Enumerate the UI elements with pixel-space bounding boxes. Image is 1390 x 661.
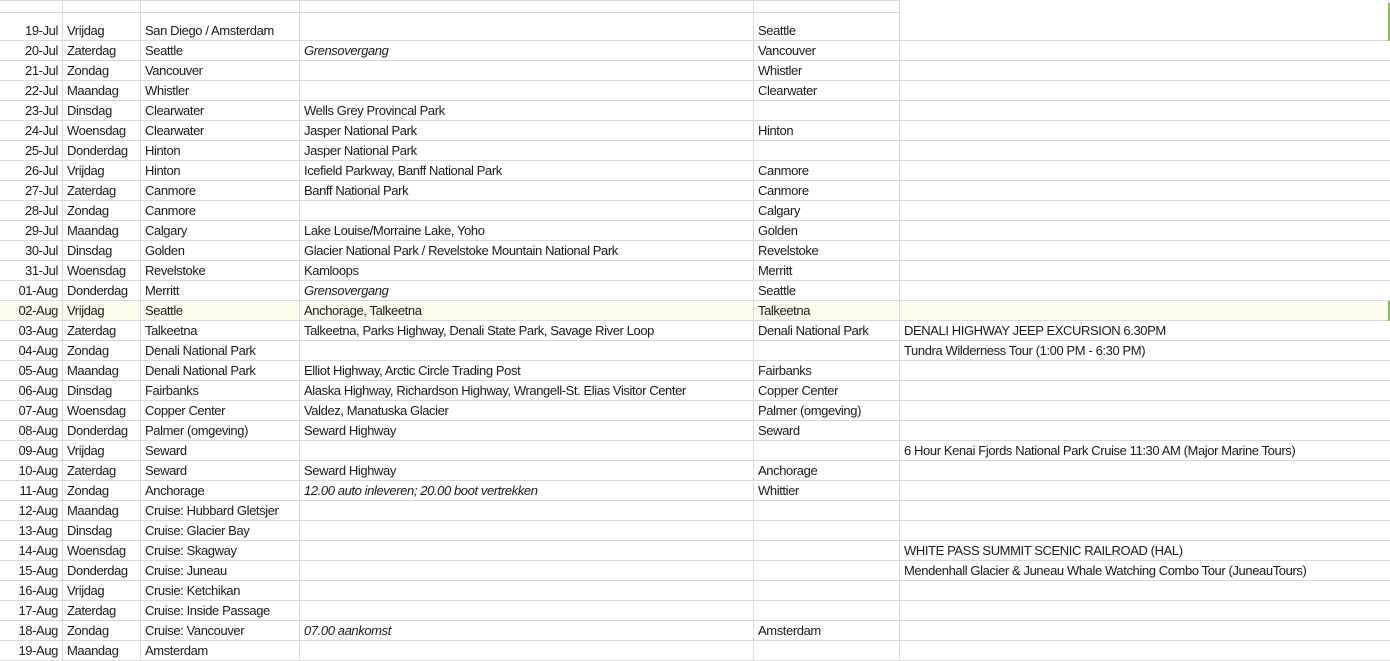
cell-destination[interactable]: Seward (754, 421, 900, 441)
cell-excursion[interactable] (900, 581, 1390, 601)
cell-date[interactable]: 03-Aug (0, 321, 63, 341)
cell-overnight[interactable]: Clearwater (141, 121, 300, 141)
cell-day[interactable]: Donderdag (63, 281, 141, 301)
cell-excursion[interactable] (900, 361, 1390, 381)
cell-day[interactable]: Maandag (63, 641, 141, 661)
cell-day[interactable]: Zondag (63, 201, 141, 221)
cell-excursion[interactable] (900, 101, 1390, 121)
cell-overnight[interactable]: Seward (141, 441, 300, 461)
cell-route[interactable]: Grensovergang (300, 281, 754, 301)
cell-overnight[interactable]: Cruise: Glacier Bay (141, 521, 300, 541)
cell-excursion[interactable] (900, 381, 1390, 401)
table-row (0, 341, 1390, 361)
cell-overnight[interactable]: Hinton (141, 141, 300, 161)
cell-overnight[interactable]: Canmore (141, 201, 300, 221)
cell-excursion[interactable] (900, 301, 1390, 321)
cell-overnight[interactable]: Seward (141, 461, 300, 481)
cell-day[interactable]: Zondag (63, 341, 141, 361)
cell-route[interactable]: Seward Highway (300, 461, 754, 481)
cell-date[interactable]: 04-Aug (0, 341, 63, 361)
cell-destination[interactable]: Calgary (754, 201, 900, 221)
table-row (0, 621, 1390, 641)
table-row (0, 561, 1390, 581)
cell-route[interactable]: Wells Grey Provincal Park (300, 101, 754, 121)
cell-day[interactable]: Donderdag (63, 561, 141, 581)
cell-excursion[interactable] (900, 521, 1390, 541)
cell-overnight[interactable]: Canmore (141, 181, 300, 201)
cell-excursion[interactable] (900, 401, 1390, 421)
cell-destination[interactable]: Canmore (754, 161, 900, 181)
table-row (0, 361, 1390, 381)
cell-date[interactable]: 05-Aug (0, 361, 63, 381)
table-row (0, 81, 1390, 101)
table-row (0, 61, 1390, 81)
cell-day[interactable]: Maandag (63, 361, 141, 381)
cell-overnight[interactable]: Cruise: Juneau (141, 561, 300, 581)
table-row (0, 541, 1390, 561)
cell-excursion[interactable] (900, 121, 1390, 141)
cell-date[interactable]: 15-Aug (0, 561, 63, 581)
cell-date[interactable]: 24-Jul (0, 121, 63, 141)
cell-destination[interactable]: Palmer (omgeving) (754, 401, 900, 421)
cell-route[interactable]: Icefield Parkway, Banff National Park (300, 161, 754, 181)
cell-date[interactable]: 20-Jul (0, 41, 63, 61)
table-row (0, 41, 1390, 61)
table-row (0, 461, 1390, 481)
cell-destination[interactable] (754, 581, 900, 601)
cell-route[interactable] (300, 81, 754, 101)
cell-day[interactable]: Maandag (63, 221, 141, 241)
cell-date[interactable]: 08-Aug (0, 421, 63, 441)
cell-day[interactable]: Donderdag (63, 421, 141, 441)
cell-excursion[interactable] (900, 501, 1390, 521)
cell-excursion[interactable] (900, 601, 1390, 621)
cell-destination[interactable]: Merritt (754, 261, 900, 281)
cell-route[interactable] (300, 441, 754, 461)
cell-day[interactable]: Woensdag (63, 121, 141, 141)
table-row (0, 141, 1390, 161)
cell-date[interactable]: 13-Aug (0, 521, 63, 541)
cell-day[interactable]: Zaterdag (63, 461, 141, 481)
cell-empty[interactable] (754, 0, 900, 13)
cell-empty[interactable] (300, 0, 754, 13)
cell-excursion[interactable] (900, 61, 1390, 81)
cell-route[interactable] (300, 501, 754, 521)
cell-overnight[interactable]: Denali National Park (141, 361, 300, 381)
cell-route[interactable] (300, 561, 754, 581)
cell-day[interactable]: Zaterdag (63, 321, 141, 341)
table-row (0, 241, 1390, 261)
cell-overnight[interactable]: Anchorage (141, 481, 300, 501)
cell-day[interactable]: Woensdag (63, 261, 141, 281)
cell-destination[interactable] (754, 501, 900, 521)
table-row (0, 161, 1390, 181)
cell-date[interactable]: 19-Aug (0, 641, 63, 661)
cell-overnight[interactable]: Seattle (141, 41, 300, 61)
cell-destination[interactable]: Clearwater (754, 81, 900, 101)
cell-date[interactable]: 25-Jul (0, 141, 63, 161)
table-row (0, 221, 1390, 241)
cell-empty[interactable] (141, 0, 300, 13)
cell-overnight[interactable]: Calgary (141, 221, 300, 241)
table-row (0, 421, 1390, 441)
cell-route[interactable]: Kamloops (300, 261, 754, 281)
cell-day[interactable]: Donderdag (63, 141, 141, 161)
cell-overnight[interactable]: Cruise: Skagway (141, 541, 300, 561)
cell-day[interactable]: Vrijdag (63, 301, 141, 321)
cell-date[interactable]: 29-Jul (0, 221, 63, 241)
cell-overnight[interactable]: Talkeetna (141, 321, 300, 341)
cell-overnight[interactable]: Cruise: Inside Passage (141, 601, 300, 621)
empty-top-row (0, 0, 1390, 13)
cell-date[interactable]: 12-Aug (0, 501, 63, 521)
cell-date[interactable]: 10-Aug (0, 461, 63, 481)
table-row (0, 601, 1390, 621)
cell-overnight[interactable]: Hinton (141, 161, 300, 181)
cell-overnight[interactable]: Cruise: Vancouver (141, 621, 300, 641)
cell-date[interactable]: 01-Aug (0, 281, 63, 301)
table-row (0, 441, 1390, 461)
cell-excursion[interactable] (900, 41, 1390, 61)
cell-day[interactable]: Zondag (63, 621, 141, 641)
cell-excursion[interactable] (900, 161, 1390, 181)
cell-date[interactable]: 30-Jul (0, 241, 63, 261)
cell-day[interactable]: Vrijdag (63, 161, 141, 181)
cell-destination[interactable] (754, 601, 900, 621)
cell-destination[interactable] (754, 561, 900, 581)
table-row (0, 481, 1390, 501)
cell-overnight[interactable]: Crusie: Ketchikan (141, 581, 300, 601)
cell-destination[interactable]: Vancouver (754, 41, 900, 61)
cell-overnight[interactable]: Palmer (omgeving) (141, 421, 300, 441)
table-row (0, 281, 1390, 301)
cell-route[interactable] (300, 641, 754, 661)
cell-date[interactable]: 23-Jul (0, 101, 63, 121)
cell-date[interactable]: 18-Aug (0, 621, 63, 641)
cell-destination[interactable]: Anchorage (754, 461, 900, 481)
cell-destination[interactable] (754, 341, 900, 361)
cell-route[interactable]: Jasper National Park (300, 121, 754, 141)
cell-empty[interactable] (63, 0, 141, 13)
table-row (0, 181, 1390, 201)
cell-day[interactable]: Dinsdag (63, 241, 141, 261)
cell-route[interactable] (300, 341, 754, 361)
cell-excursion[interactable] (900, 181, 1390, 201)
cell-destination[interactable] (754, 101, 900, 121)
cell-empty[interactable] (900, 0, 1390, 13)
cell-overnight[interactable]: San Diego / Amsterdam (141, 13, 300, 41)
cell-destination[interactable]: Canmore (754, 181, 900, 201)
cell-date[interactable]: 14-Aug (0, 541, 63, 561)
cell-overnight[interactable]: Revelstoke (141, 261, 300, 281)
cell-destination[interactable]: Revelstoke (754, 241, 900, 261)
cell-day[interactable]: Zaterdag (63, 601, 141, 621)
cell-route[interactable]: Jasper National Park (300, 141, 754, 161)
table-row (0, 401, 1390, 421)
cell-excursion[interactable] (900, 261, 1390, 281)
cell-day[interactable]: Zondag (63, 61, 141, 81)
cell-empty[interactable] (0, 0, 63, 13)
cell-route[interactable] (300, 581, 754, 601)
cell-route[interactable]: Valdez, Manatuska Glacier (300, 401, 754, 421)
cell-excursion[interactable] (900, 201, 1390, 221)
cell-overnight[interactable]: Clearwater (141, 101, 300, 121)
cell-destination[interactable] (754, 541, 900, 561)
cell-route[interactable]: Seward Highway (300, 421, 754, 441)
table-row (0, 641, 1390, 661)
cell-route[interactable] (300, 201, 754, 221)
cell-overnight[interactable]: Whistler (141, 81, 300, 101)
table-row (0, 581, 1390, 601)
cell-excursion[interactable]: 6 Hour Kenai Fjords National Park Cruise 11:30 AM (Major Marine Tours) (900, 441, 1390, 461)
table-row (0, 13, 1390, 41)
cell-excursion[interactable] (900, 13, 1390, 41)
cell-date[interactable]: 19-Jul (0, 13, 63, 41)
cell-destination[interactable]: Seattle (754, 13, 900, 41)
cell-destination[interactable]: Seattle (754, 281, 900, 301)
cell-date[interactable]: 31-Jul (0, 261, 63, 281)
table-row (0, 521, 1390, 541)
cell-day[interactable]: Vrijdag (63, 581, 141, 601)
cell-date[interactable]: 07-Aug (0, 401, 63, 421)
cell-route[interactable]: Grensovergang (300, 41, 754, 61)
cell-date[interactable]: 21-Jul (0, 61, 63, 81)
table-row (0, 261, 1390, 281)
cell-date[interactable]: 17-Aug (0, 601, 63, 621)
cell-overnight[interactable]: Denali National Park (141, 341, 300, 361)
table-row (0, 381, 1390, 401)
cell-destination[interactable]: Amsterdam (754, 621, 900, 641)
cell-destination[interactable]: Whittier (754, 481, 900, 501)
cell-route[interactable] (300, 521, 754, 541)
cell-day[interactable]: Dinsdag (63, 381, 141, 401)
cell-excursion[interactable]: Mendenhall Glacier & Juneau Whale Watching Combo Tour (JuneauTours) (900, 561, 1390, 581)
cell-route[interactable]: Lake Louise/Morraine Lake, Yoho (300, 221, 754, 241)
cell-destination[interactable]: Hinton (754, 121, 900, 141)
cell-excursion[interactable] (900, 281, 1390, 301)
cell-date[interactable]: 11-Aug (0, 481, 63, 501)
table-row (0, 101, 1390, 121)
cell-date[interactable]: 22-Jul (0, 81, 63, 101)
cell-route[interactable]: Talkeetna, Parks Highway, Denali State Park, Savage River Loop (300, 321, 754, 341)
cell-day[interactable]: Maandag (63, 501, 141, 521)
cell-day[interactable]: Zondag (63, 481, 141, 501)
table-row (0, 201, 1390, 221)
cell-route[interactable]: Anchorage, Talkeetna (300, 301, 754, 321)
cell-destination[interactable] (754, 441, 900, 461)
table-row (0, 121, 1390, 141)
table-row (0, 501, 1390, 521)
cell-overnight[interactable]: Fairbanks (141, 381, 300, 401)
cell-excursion[interactable] (900, 81, 1390, 101)
cell-overnight[interactable]: Merritt (141, 281, 300, 301)
cell-destination[interactable] (754, 141, 900, 161)
cell-destination[interactable] (754, 521, 900, 541)
cell-destination[interactable]: Denali National Park (754, 321, 900, 341)
cell-route[interactable]: Alaska Highway, Richardson Highway, Wrangell-St. Elias Visitor Center (300, 381, 754, 401)
cell-excursion[interactable] (900, 621, 1390, 641)
cell-excursion[interactable]: Tundra Wilderness Tour (1:00 PM - 6:30 PM) (900, 341, 1390, 361)
cell-excursion[interactable] (900, 461, 1390, 481)
cell-excursion[interactable] (900, 141, 1390, 161)
cell-destination[interactable]: Golden (754, 221, 900, 241)
table-row (0, 301, 1390, 321)
table-row (0, 321, 1390, 341)
cell-destination[interactable] (754, 641, 900, 661)
cell-overnight[interactable]: Golden (141, 241, 300, 261)
cell-day[interactable]: Vrijdag (63, 13, 141, 41)
cell-route[interactable] (300, 601, 754, 621)
cell-day[interactable]: Dinsdag (63, 101, 141, 121)
cell-date[interactable]: 28-Jul (0, 201, 63, 221)
cell-route[interactable]: Glacier National Park / Revelstoke Mountain National Park (300, 241, 754, 261)
cell-destination[interactable]: Whistler (754, 61, 900, 81)
cell-overnight[interactable]: Amsterdam (141, 641, 300, 661)
cell-overnight[interactable]: Cruise: Hubbard Gletsjer (141, 501, 300, 521)
cell-overnight[interactable]: Seattle (141, 301, 300, 321)
cell-route[interactable]: Banff National Park (300, 181, 754, 201)
cell-route[interactable] (300, 541, 754, 561)
cell-overnight[interactable]: Vancouver (141, 61, 300, 81)
cell-overnight[interactable]: Copper Center (141, 401, 300, 421)
cell-excursion[interactable] (900, 481, 1390, 501)
cell-excursion[interactable] (900, 421, 1390, 441)
cell-route[interactable] (300, 13, 754, 41)
cell-date[interactable]: 16-Aug (0, 581, 63, 601)
cell-day[interactable]: Vrijdag (63, 441, 141, 461)
cell-excursion[interactable] (900, 241, 1390, 261)
cell-day[interactable]: Woensdag (63, 541, 141, 561)
cell-day[interactable]: Zaterdag (63, 41, 141, 61)
cell-destination[interactable]: Fairbanks (754, 361, 900, 381)
cell-day[interactable]: Maandag (63, 81, 141, 101)
cell-date[interactable]: 26-Jul (0, 161, 63, 181)
cell-route[interactable]: Elliot Highway, Arctic Circle Trading Post (300, 361, 754, 381)
cell-date[interactable]: 27-Jul (0, 181, 63, 201)
cell-route[interactable]: 07.00 aankomst (300, 621, 754, 641)
cell-excursion[interactable] (900, 641, 1390, 661)
cell-destination[interactable]: Talkeetna (754, 301, 900, 321)
cell-excursion[interactable]: DENALI HIGHWAY JEEP EXCURSION 6.30PM (900, 321, 1390, 341)
cell-date[interactable]: 09-Aug (0, 441, 63, 461)
cell-date[interactable]: 06-Aug (0, 381, 63, 401)
cell-route[interactable] (300, 61, 754, 81)
cell-day[interactable]: Dinsdag (63, 521, 141, 541)
cell-route[interactable]: 12.00 auto inleveren; 20.00 boot vertrekken (300, 481, 754, 501)
cell-day[interactable]: Woensdag (63, 401, 141, 421)
cell-date[interactable]: 02-Aug (0, 301, 63, 321)
cell-excursion[interactable]: WHITE PASS SUMMIT SCENIC RAILROAD (HAL) (900, 541, 1390, 561)
cell-excursion[interactable] (900, 221, 1390, 241)
cell-day[interactable]: Zaterdag (63, 181, 141, 201)
cell-destination[interactable]: Copper Center (754, 381, 900, 401)
